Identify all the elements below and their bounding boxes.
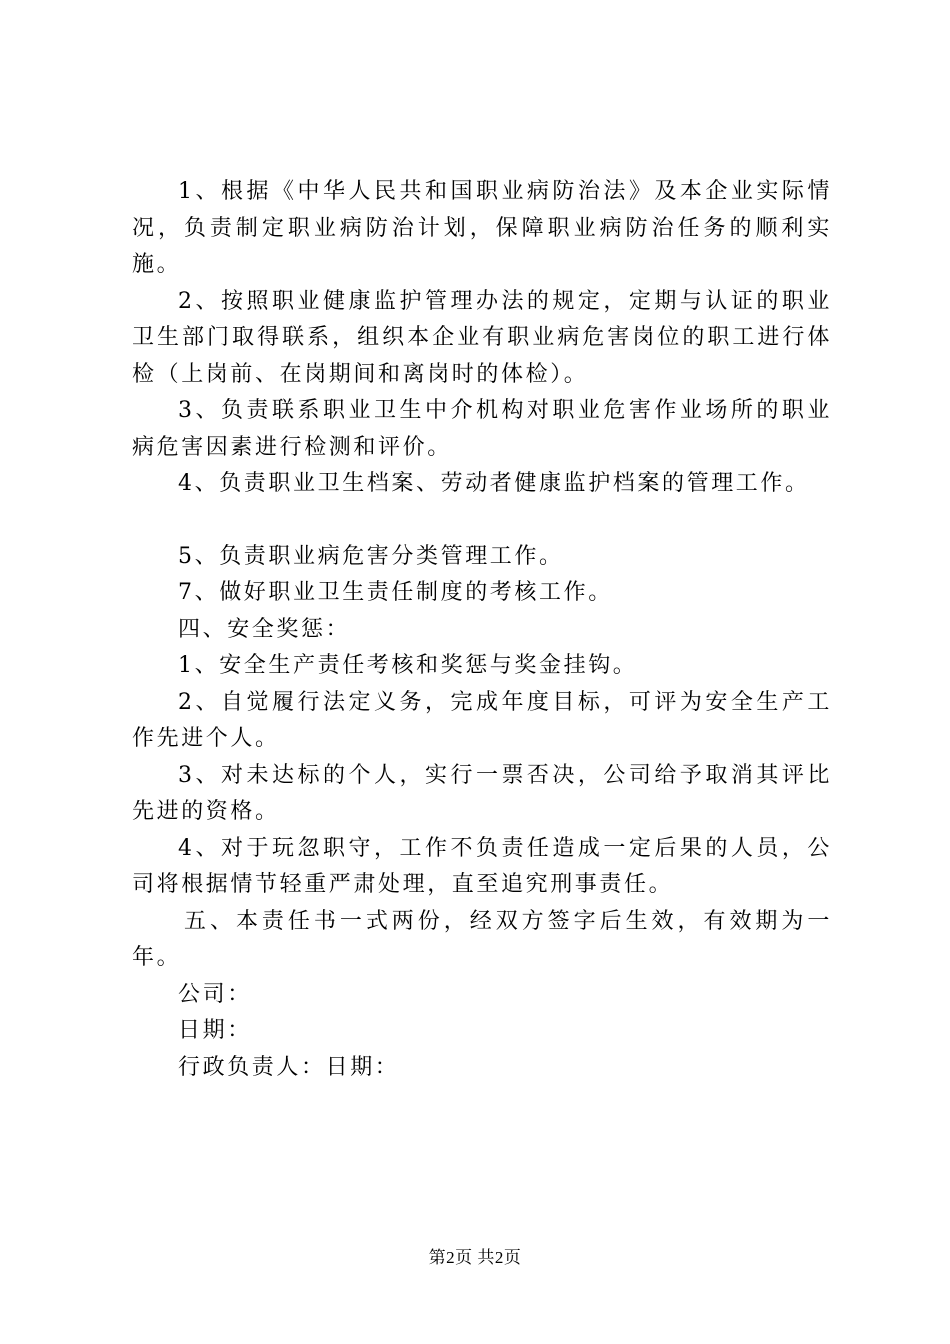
reward-item-1: 1、安全生产责任考核和奖惩与奖金挂钩。	[178, 653, 638, 678]
reward-item-3: 3、对未达标的个人，实行一票否决，公司给予取消其评比先进的资格。	[132, 762, 832, 824]
page-number: 第2页 共2页	[428, 1248, 522, 1267]
paragraph-1: 1、根据《中华人民共和国职业病防治法》及本企业实际情况，负责制定职业病防治计划，保障职业病防治任务的顺利实施。	[132, 179, 832, 277]
paragraph-3: 3、负责联系职业卫生中介机构对职业危害作业场所的职业病危害因素进行检测和评价。	[132, 398, 832, 460]
reward-item-2: 2、自觉履行法定义务，完成年度目标，可评为安全生产工作先进个人。	[132, 689, 832, 751]
reward-item-4: 4、对于玩忽职守，工作不负责任造成一定后果的人员，公司将根据情节轻重严肃处理，直至追究刑事责任。	[132, 835, 832, 897]
paragraph-2: 2、按照职业健康监护管理办法的规定，定期与认证的职业卫生部门取得联系，组织本企业有职业病危害岗位的职工进行体检（上岗前、在岗期间和离岗时的体检）。	[132, 288, 832, 387]
blank-line	[132, 503, 832, 539]
paragraph-4: 4、负责职业卫生档案、劳动者健康监护档案的管理工作。	[178, 471, 810, 496]
document-body	[132, 174, 832, 1086]
paragraph-7: 7、做好职业卫生责任制度的考核工作。	[178, 580, 613, 605]
signature-date: 日期：	[178, 1018, 252, 1043]
section-heading-rewards: 四、安全奖惩：	[178, 616, 351, 642]
paragraph-5: 5、负责职业病危害分类管理工作。	[178, 543, 564, 569]
signature-administrator: 行政负责人：日期：	[178, 1054, 400, 1080]
section-heading-validity: 五、本责任书一式两份，经双方签字后生效，有效期为一年。	[132, 908, 832, 970]
signature-company: 公司：	[178, 981, 252, 1007]
